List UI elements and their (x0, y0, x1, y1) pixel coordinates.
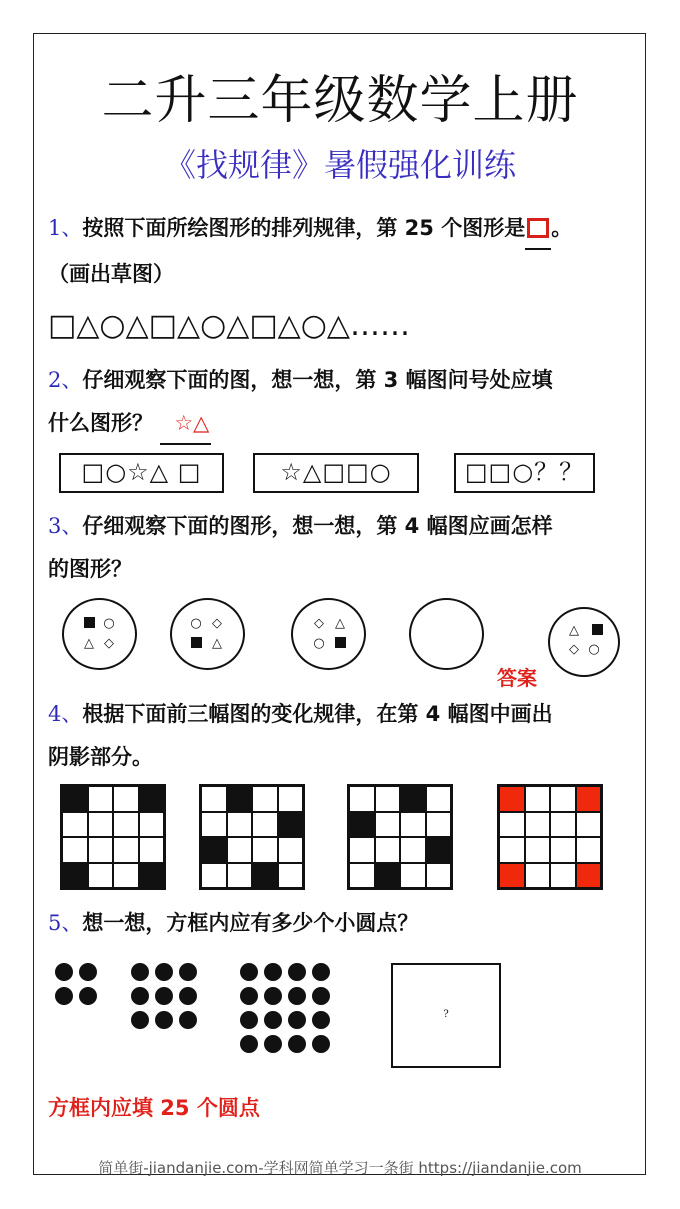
dot-group-3 (240, 963, 330, 1053)
grid-cell (499, 863, 525, 889)
dot-icon (179, 963, 197, 981)
pattern-circle-answer: △ ◇ ○ (548, 607, 620, 677)
filled-square-icon (82, 617, 96, 631)
grid-cell (227, 837, 253, 863)
filled-square-icon (189, 637, 203, 651)
grid-cell (349, 812, 375, 838)
dot-icon (131, 1011, 149, 1029)
grid-cell (252, 837, 278, 863)
answer-label: 答案 (497, 666, 537, 690)
question-4-number: 4、 (48, 702, 83, 726)
shade-grid-1 (60, 784, 166, 890)
question-2-line1: 2、仔细观察下面的图，想一想，第 3 幅图问号处应填 (48, 368, 553, 392)
grid-cell (88, 812, 114, 838)
grid-cell (349, 837, 375, 863)
grid-cell (576, 863, 602, 889)
question-2-number: 2、 (48, 368, 83, 392)
dot-icon (312, 1035, 330, 1053)
grid-cell (400, 812, 426, 838)
grid-cell (525, 786, 551, 812)
dot-icon (155, 1011, 173, 1029)
grid-cell (400, 786, 426, 812)
grid-cell (525, 863, 551, 889)
grid-cell (139, 812, 165, 838)
grid-cell (139, 786, 165, 812)
grid-cell (62, 786, 88, 812)
question-1-number: 1、 (48, 216, 83, 240)
dot-icon (264, 1011, 282, 1029)
dot-icon (131, 987, 149, 1005)
shape-sequence: □△○△□△○△□△○△…… (48, 308, 410, 343)
question-1-text: 按照下面所绘图形的排列规律，第 25 个图形是 (82, 216, 526, 240)
grid-cell (62, 812, 88, 838)
page-subtitle: 《找规律》暑假强化训练 (163, 146, 516, 184)
answer-square-icon (527, 218, 549, 238)
pattern-circle-3: ◇ △ ○ (291, 598, 366, 670)
grid-cell (576, 786, 602, 812)
grid-cell (375, 837, 401, 863)
grid-cell (201, 812, 227, 838)
question-1-line2: （画出草图） (48, 262, 174, 286)
grid-cell (201, 837, 227, 863)
dot-icon (288, 1035, 306, 1053)
grid-cell (139, 863, 165, 889)
shape-box-1: □○☆△ □ (59, 453, 224, 493)
shape-box-2: ☆△□□○ (253, 453, 419, 493)
dot-icon (155, 987, 173, 1005)
dot-icon (240, 1035, 258, 1053)
pattern-circle-2: ○ ◇ △ (170, 598, 245, 670)
grid-cell (499, 837, 525, 863)
grid-cell (426, 786, 452, 812)
page-title: 二升三年级数学上册 (101, 71, 579, 131)
dot-icon (288, 963, 306, 981)
shade-grid-3 (347, 784, 453, 890)
question-2-answer: ☆△ (160, 403, 211, 445)
dot-icon (240, 987, 258, 1005)
grid-cell (349, 863, 375, 889)
grid-cell (227, 863, 253, 889)
question-1-line1: 1、按照下面所绘图形的排列规律，第 25 个图形是 。 (48, 208, 572, 250)
grid-cell (88, 837, 114, 863)
grid-cell (88, 786, 114, 812)
grid-cell (550, 863, 576, 889)
question-5-line1: 5、想一想，方框内应有多少个小圆点？ (48, 911, 419, 935)
shade-grid-4-answer (497, 784, 603, 890)
grid-cell (375, 812, 401, 838)
grid-cell (113, 812, 139, 838)
dot-icon (179, 987, 197, 1005)
grid-cell (201, 863, 227, 889)
dot-icon (179, 1011, 197, 1029)
grid-cell (278, 837, 304, 863)
grid-cell (278, 786, 304, 812)
grid-cell (113, 863, 139, 889)
filled-square-icon (590, 624, 604, 638)
question-box: ? (391, 963, 501, 1068)
dot-icon (55, 987, 73, 1005)
grid-cell (201, 786, 227, 812)
grid-cell (227, 812, 253, 838)
grid-cell (499, 812, 525, 838)
grid-cell (349, 786, 375, 812)
dot-icon (264, 963, 282, 981)
grid-cell (400, 837, 426, 863)
grid-cell (113, 786, 139, 812)
dot-icon (264, 987, 282, 1005)
grid-cell (426, 837, 452, 863)
grid-cell (252, 812, 278, 838)
grid-cell (252, 863, 278, 889)
dot-icon (264, 1035, 282, 1053)
shade-grid-2 (199, 784, 305, 890)
dot-icon (312, 1011, 330, 1029)
dot-icon (79, 963, 97, 981)
dot-icon (312, 987, 330, 1005)
grid-cell (139, 837, 165, 863)
question-2-line2: 什么图形？ ☆△ (48, 403, 211, 445)
dot-icon (288, 987, 306, 1005)
dot-icon (155, 963, 173, 981)
grid-cell (227, 786, 253, 812)
question-1-answer-blank (525, 208, 551, 250)
grid-cell (550, 837, 576, 863)
grid-cell (62, 837, 88, 863)
dot-icon (55, 963, 73, 981)
grid-cell (278, 863, 304, 889)
filled-square-icon (333, 637, 347, 651)
grid-cell (525, 837, 551, 863)
grid-cell (426, 812, 452, 838)
question-3-line2: 的图形？ (48, 557, 132, 581)
shape-box-3: □□○？？ (454, 453, 595, 493)
grid-cell (62, 863, 88, 889)
grid-cell (576, 812, 602, 838)
question-5-number: 5、 (48, 911, 83, 935)
grid-cell (252, 786, 278, 812)
dot-icon (79, 987, 97, 1005)
question-4-line2: 阴影部分。 (48, 745, 153, 769)
question-3-line1: 3、仔细观察下面的图形，想一想，第 4 幅图应画怎样 (48, 514, 553, 538)
dot-icon (288, 1011, 306, 1029)
grid-cell (400, 863, 426, 889)
dot-icon (240, 1011, 258, 1029)
question-3-number: 3、 (48, 514, 83, 538)
dot-group-2 (131, 963, 197, 1029)
grid-cell (278, 812, 304, 838)
grid-cell (550, 812, 576, 838)
grid-cell (499, 786, 525, 812)
grid-cell (88, 863, 114, 889)
grid-cell (426, 863, 452, 889)
question-4-line1: 4、根据下面前三幅图的变化规律，在第 4 幅图中画出 (48, 702, 553, 726)
dot-icon (312, 963, 330, 981)
grid-cell (525, 812, 551, 838)
grid-cell (113, 837, 139, 863)
grid-cell (375, 786, 401, 812)
grid-cell (375, 863, 401, 889)
footer-watermark: 简单街-jiandanjie.com-学科网简单学习一条街 https://jiandanjie.com (98, 1159, 582, 1177)
pattern-circle-1: ○ △ ◇ (62, 598, 137, 670)
pattern-circle-4-blank (409, 598, 484, 670)
dot-icon (131, 963, 149, 981)
dot-icon (240, 963, 258, 981)
grid-cell (576, 837, 602, 863)
question-5-answer: 方框内应填 25 个圆点 (48, 1096, 260, 1120)
grid-cell (550, 786, 576, 812)
dot-group-1 (55, 963, 97, 1005)
